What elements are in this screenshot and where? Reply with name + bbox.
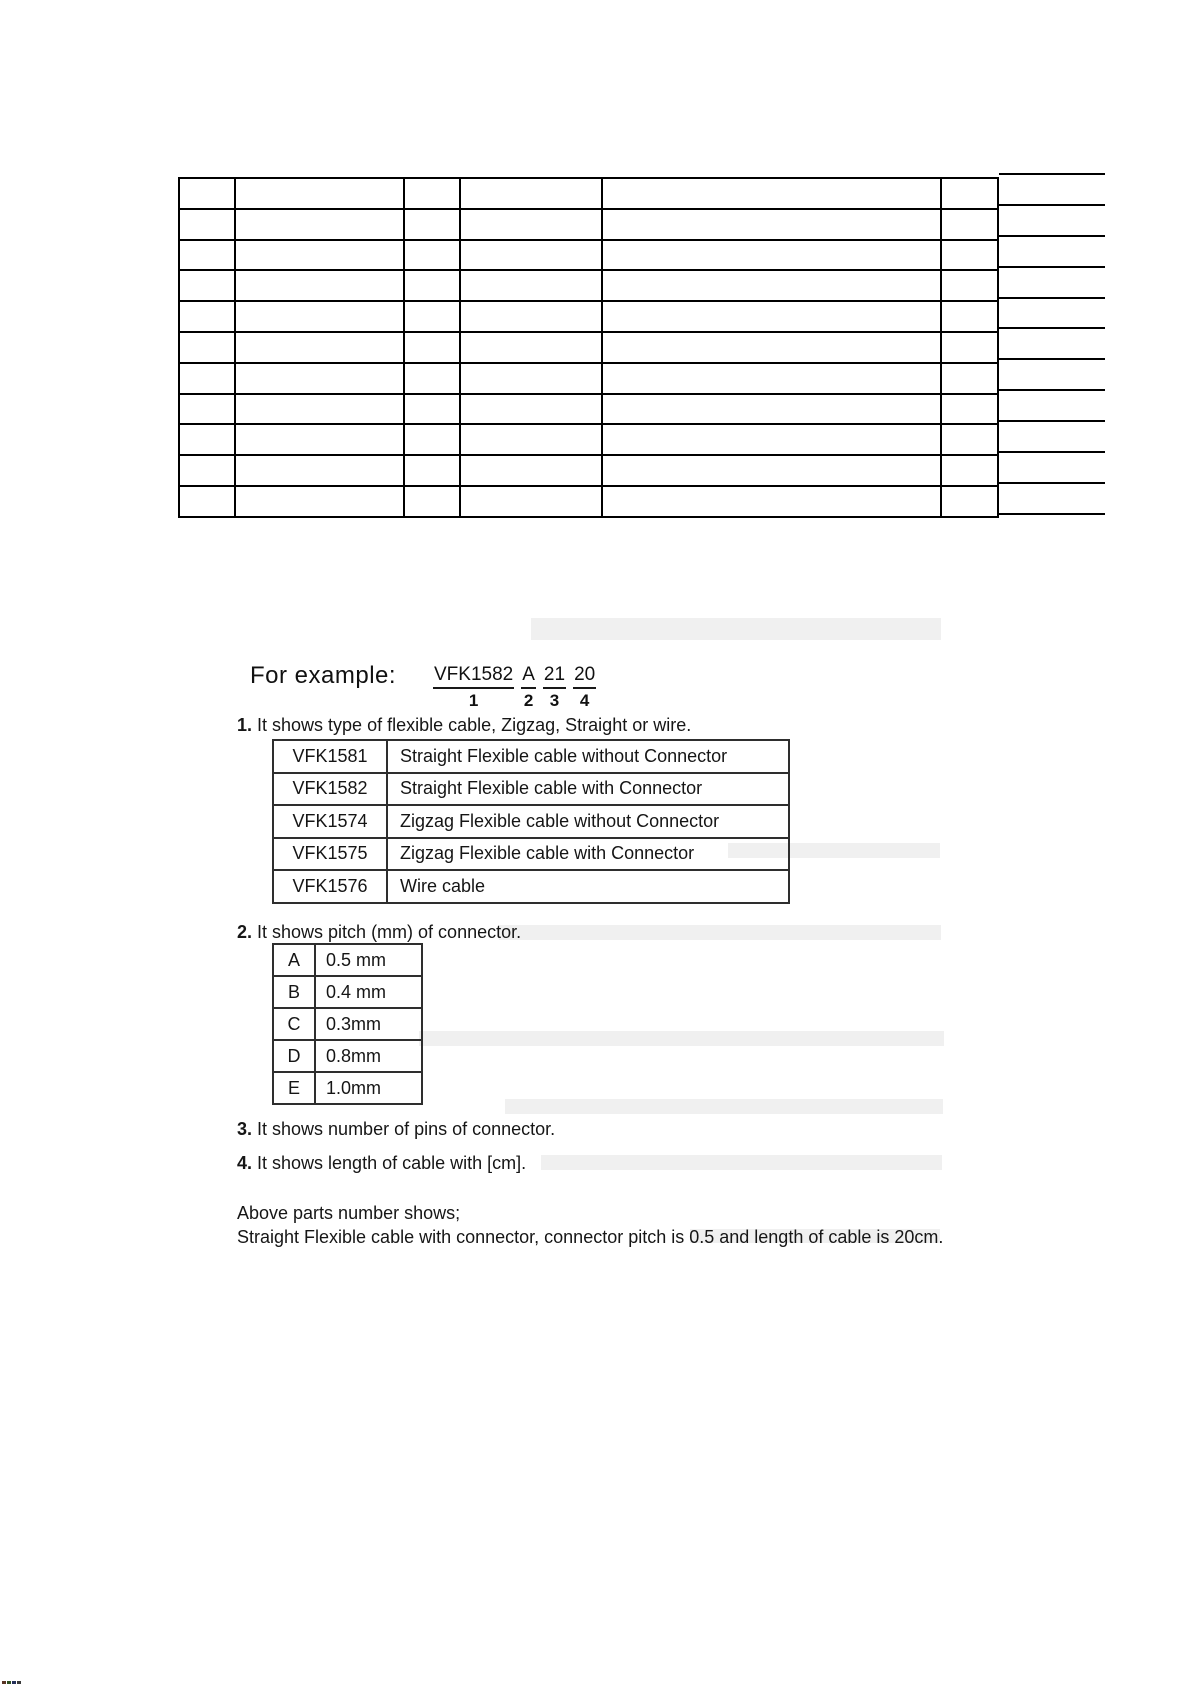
parts-table-cell bbox=[941, 301, 998, 332]
parts-table-cell bbox=[179, 363, 235, 394]
parts-table-cell bbox=[460, 301, 602, 332]
parts-table-cell bbox=[404, 301, 460, 332]
item-text: It shows pitch (mm) of connector. bbox=[252, 922, 522, 942]
cell-desc: Straight Flexible cable with Connector bbox=[387, 773, 789, 806]
parts-table-cell bbox=[941, 363, 998, 394]
parts-table-cell bbox=[404, 178, 460, 209]
parts-table-cell bbox=[404, 394, 460, 425]
cell-code: VFK1582 bbox=[273, 773, 387, 806]
example-part bbox=[433, 664, 514, 711]
parts-table-cell bbox=[179, 486, 235, 517]
parts-table-cell bbox=[602, 178, 941, 209]
cell-code: A bbox=[273, 944, 315, 976]
footer-note bbox=[237, 1202, 943, 1249]
parts-table-tail-cell bbox=[999, 453, 1105, 484]
parts-table-cell bbox=[602, 455, 941, 486]
cell-desc: Zigzag Flexible cable without Connector bbox=[387, 805, 789, 838]
parts-table-row bbox=[179, 363, 998, 394]
footer-note-line1: Above parts number shows; bbox=[237, 1203, 461, 1223]
parts-table-cell bbox=[941, 240, 998, 271]
example-part-index: 2 bbox=[523, 691, 534, 710]
parts-table-cell bbox=[235, 363, 404, 394]
cell-code: VFK1574 bbox=[273, 805, 387, 838]
parts-table-row bbox=[179, 332, 998, 363]
parts-table-cell bbox=[460, 455, 602, 486]
table-row bbox=[273, 1040, 422, 1072]
cell-pitch: 0.8mm bbox=[315, 1040, 422, 1072]
parts-table-tail-cell bbox=[999, 484, 1105, 515]
table-row bbox=[273, 740, 789, 773]
pitch-table bbox=[272, 943, 423, 1105]
example-part-code: A bbox=[521, 664, 536, 689]
parts-table-cell bbox=[179, 240, 235, 271]
parts-table-cell bbox=[235, 240, 404, 271]
example-heading: For example: bbox=[250, 662, 397, 689]
table-row bbox=[273, 944, 422, 976]
parts-table-tail-cell bbox=[999, 173, 1105, 206]
scan-band bbox=[541, 1155, 942, 1170]
cell-desc: Straight Flexible cable without Connector bbox=[387, 740, 789, 773]
parts-table-cell bbox=[179, 270, 235, 301]
parts-table-row bbox=[179, 486, 998, 517]
cell-code: VFK1575 bbox=[273, 838, 387, 871]
parts-table-cell bbox=[235, 455, 404, 486]
parts-table-cell bbox=[404, 424, 460, 455]
parts-table-cell bbox=[404, 455, 460, 486]
parts-table-row bbox=[179, 240, 998, 271]
parts-table-cell bbox=[941, 270, 998, 301]
parts-table-cell bbox=[235, 209, 404, 240]
parts-table-cell bbox=[404, 240, 460, 271]
parts-table-row bbox=[179, 301, 998, 332]
cell-pitch: 0.5 mm bbox=[315, 944, 422, 976]
cell-code: VFK1581 bbox=[273, 740, 387, 773]
parts-table-cell bbox=[602, 209, 941, 240]
parts-table-cell bbox=[235, 301, 404, 332]
parts-table-cell bbox=[179, 455, 235, 486]
item-number: 4. bbox=[237, 1153, 253, 1173]
parts-table-cell bbox=[235, 270, 404, 301]
parts-table-cell bbox=[179, 394, 235, 425]
scan-band bbox=[505, 1099, 943, 1114]
cell-code: B bbox=[273, 976, 315, 1008]
table-row bbox=[273, 773, 789, 806]
cell-code: E bbox=[273, 1072, 315, 1104]
scan-band bbox=[531, 618, 941, 640]
parts-table-cell bbox=[941, 332, 998, 363]
parts-table-cell bbox=[460, 363, 602, 394]
parts-table-cell bbox=[941, 178, 998, 209]
parts-table-cell bbox=[404, 363, 460, 394]
cell-code: C bbox=[273, 1008, 315, 1040]
parts-table-row bbox=[179, 178, 998, 209]
scan-band bbox=[419, 1031, 944, 1046]
parts-table-cell bbox=[941, 455, 998, 486]
parts-table-cell bbox=[235, 486, 404, 517]
example-part bbox=[573, 664, 596, 711]
cell-pitch: 1.0mm bbox=[315, 1072, 422, 1104]
item-text: It shows length of cable with [cm]. bbox=[252, 1153, 527, 1173]
parts-table-cell bbox=[179, 424, 235, 455]
parts-table-tail-cell bbox=[999, 237, 1105, 268]
item-text: It shows type of flexible cable, Zigzag, Straight or wire. bbox=[252, 715, 692, 735]
cell-pitch: 0.4 mm bbox=[315, 976, 422, 1008]
parts-table-cell bbox=[941, 394, 998, 425]
example-part-code: 21 bbox=[543, 664, 566, 689]
cell-desc: Wire cable bbox=[387, 870, 789, 903]
parts-table-tail-cell bbox=[999, 422, 1105, 453]
parts-table-cell bbox=[404, 209, 460, 240]
parts-table-tail-cell bbox=[999, 391, 1105, 422]
parts-table-cell bbox=[179, 332, 235, 363]
parts-table-cell bbox=[941, 486, 998, 517]
parts-table-cell bbox=[460, 270, 602, 301]
parts-table-cell bbox=[404, 270, 460, 301]
item-number: 3. bbox=[237, 1119, 253, 1139]
parts-table-row bbox=[179, 270, 998, 301]
parts-table-row bbox=[179, 455, 998, 486]
parts-table-cell bbox=[602, 486, 941, 517]
item-number: 2. bbox=[237, 922, 253, 942]
item-number: 1. bbox=[237, 715, 253, 735]
table-row bbox=[273, 805, 789, 838]
parts-table-tail-cell bbox=[999, 206, 1105, 237]
parts-table-cell bbox=[404, 332, 460, 363]
parts-table-cell bbox=[235, 394, 404, 425]
example-part-code: 20 bbox=[573, 664, 596, 689]
parts-table-cell bbox=[602, 301, 941, 332]
cell-pitch: 0.3mm bbox=[315, 1008, 422, 1040]
parts-table-cell bbox=[179, 178, 235, 209]
example-part-index: 3 bbox=[549, 691, 560, 710]
table-row bbox=[273, 870, 789, 903]
scan-color-mark bbox=[2, 1681, 22, 1684]
item-text: It shows number of pins of connector. bbox=[252, 1119, 556, 1139]
parts-table-cell bbox=[235, 332, 404, 363]
parts-table-tail-cell bbox=[999, 268, 1105, 299]
parts-table-tail-cell bbox=[999, 299, 1105, 330]
parts-table-cell bbox=[179, 209, 235, 240]
example-part bbox=[521, 664, 536, 711]
numbered-item-3 bbox=[237, 1118, 555, 1140]
table-row bbox=[273, 838, 789, 871]
example-part bbox=[543, 664, 566, 711]
parts-table-cell bbox=[602, 363, 941, 394]
parts-table-cell bbox=[460, 486, 602, 517]
part-number-example bbox=[433, 664, 603, 711]
parts-table-cell bbox=[179, 301, 235, 332]
parts-table-cell bbox=[602, 240, 941, 271]
parts-list-table-wrap bbox=[178, 177, 999, 518]
parts-table-cell bbox=[460, 424, 602, 455]
cell-desc: Zigzag Flexible cable with Connector bbox=[387, 838, 789, 871]
example-part-index: 4 bbox=[579, 691, 590, 710]
footer-note-line2: Straight Flexible cable with connector, connector pitch is 0.5 and length of cable is 20cm. bbox=[237, 1226, 944, 1247]
parts-table-cell bbox=[602, 332, 941, 363]
parts-table-cell bbox=[460, 209, 602, 240]
example-part-index: 1 bbox=[468, 691, 479, 710]
parts-table-row bbox=[179, 424, 998, 455]
cable-type-table bbox=[272, 739, 790, 904]
parts-table-cell bbox=[602, 394, 941, 425]
parts-table-cell bbox=[235, 178, 404, 209]
parts-list-table bbox=[178, 177, 999, 518]
parts-table-tail-cell bbox=[999, 329, 1105, 360]
parts-table-cell bbox=[404, 486, 460, 517]
parts-table-cell bbox=[460, 240, 602, 271]
parts-table-cell bbox=[602, 424, 941, 455]
numbered-item-4 bbox=[237, 1152, 526, 1174]
parts-table-row bbox=[179, 394, 998, 425]
parts-table-cell bbox=[602, 270, 941, 301]
parts-table-tail-cell bbox=[999, 360, 1105, 391]
parts-list-tail-column bbox=[999, 173, 1105, 515]
table-row bbox=[273, 1008, 422, 1040]
example-part-code: VFK1582 bbox=[433, 664, 514, 689]
parts-table-cell bbox=[235, 424, 404, 455]
parts-table-cell bbox=[460, 394, 602, 425]
cell-code: VFK1576 bbox=[273, 870, 387, 903]
scan-band bbox=[499, 925, 941, 940]
parts-table-row bbox=[179, 209, 998, 240]
cell-code: D bbox=[273, 1040, 315, 1072]
table-row bbox=[273, 1072, 422, 1104]
numbered-item-1 bbox=[237, 714, 691, 736]
parts-table-cell bbox=[941, 209, 998, 240]
parts-table-cell bbox=[460, 332, 602, 363]
table-row bbox=[273, 976, 422, 1008]
numbered-item-2 bbox=[237, 921, 521, 943]
parts-table-cell bbox=[941, 424, 998, 455]
parts-table-cell bbox=[460, 178, 602, 209]
